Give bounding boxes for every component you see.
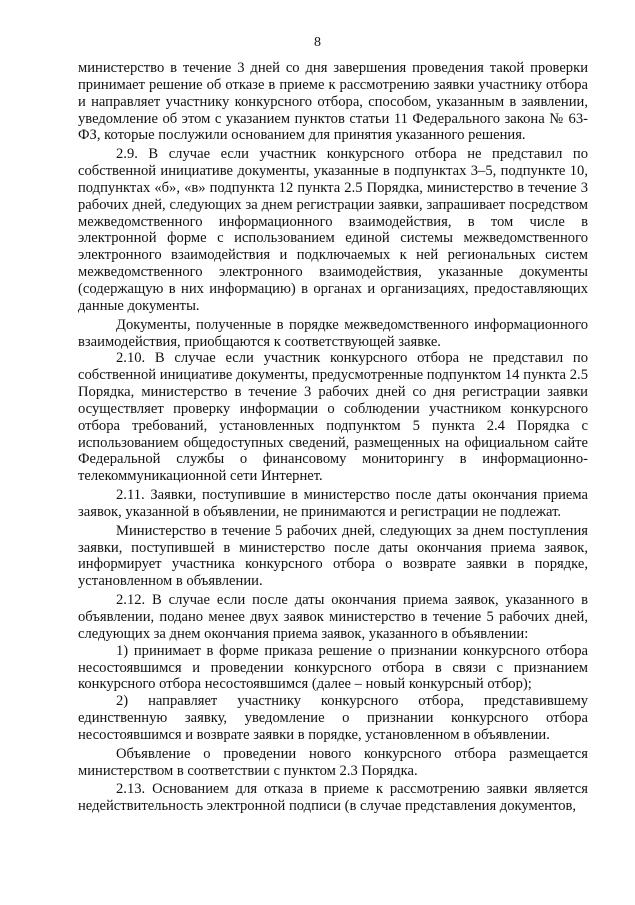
list-item-2: 2) направляет участнику конкурсного отбора, представившему единственную заявку, уведомление о признании конкурсного отбора несостоявшимся и возврате заявки в порядке, установленном в объявлении. — [78, 693, 588, 743]
paragraph-new-selection-announcement: Объявление о проведении нового конкурсного отбора размещается министерством в соответствии с пунктом 2.3 Порядка. — [78, 745, 588, 779]
paragraph-ministry-informs: Министерство в течение 5 рабочих дней, следующих за днем поступления заявки, поступившей в министерство после даты окончания приема заявок, информирует участника конкурсного отбора о возврате заявки в порядке, установленном в объявлении. — [78, 522, 588, 590]
list-item-1: 1) принимает в форме приказа решение о признании конкурсного отбора несостоявшимся и проведении конкурсного отбора в связи с признанием конкурсного отбора несостоявшимся (далее – новый конкурсный отбор); — [78, 642, 588, 693]
page-number: 8 — [314, 35, 321, 50]
paragraph-2-9: 2.9. В случае если участник конкурсного отбора не представил по собственной инициативе документы, указанные в подпунктах 3–5, подпункте 10, подпунктах «б», «в» подпункта 12 пункта 2.5 Порядка, министерство в течение 3 рабочих дней, следующих за днем регистрации заявки, запрашивает посредством межведомственного информационного взаимодействия, в том числе в электронной форме с использованием единой системы межведомственного электронного взаимодействия и подключаемых к ней региональных систем межведомственного электронного взаимодействия, указанные документы (содержащую в них информацию) в органах и организациях, предоставляющих данные документы. — [78, 146, 588, 314]
paragraph-2-11: 2.11. Заявки, поступившие в министерство после даты окончания приема заявок, указанной в объявлении, не принимаются и регистрации не подлежат. — [78, 487, 588, 520]
paragraph-2-10: 2.10. В случае если участник конкурсного отбора не представил по собственной инициативе документы, предусмотренные подпунктом 14 пункта 2.5 Порядка, министерство в течение 3 рабочих дней со дня регистрации заявки осуществляет проверку информации о соблюдении участником конкурсного отбора требований, установленных подпунктом 5 пункта 2.4 Порядка с использованием общедоступных сведений, размещенных на официальном сайте Федеральной службы о финансовому мониторингу в информационно-телекоммуникационной сети Интернет. — [78, 350, 588, 485]
paragraph-continuation: министерство в течение 3 дней со дня завершения проведения такой проверки принимает решение об отказе в приеме к рассмотрению заявки участнику отбора и направляет участнику конкурсного отбора, способом, указанным в заявлении, уведомление об этом с указанием пунктов статьи 11 Федерального закона № 63-ФЗ, которые послужили основанием для принятия указанного решения. — [78, 60, 588, 144]
paragraph-documents-attached: Документы, полученные в порядке межведомственного информационного взаимодействия, приобщаются к соответствующей заявке. — [78, 316, 588, 350]
paragraph-2-12: 2.12. В случае если после даты окончания приема заявок, указанного в объявлении, подано менее двух заявок министерство в течение 5 рабочих дней, следующих за днем окончания приема заявок, указанного в объявлении: — [78, 592, 588, 642]
paragraph-2-13: 2.13. Основанием для отказа в приеме к рассмотрению заявки является недействительность электронной подписи (в случае представления документов, — [78, 781, 588, 815]
document-body — [78, 60, 588, 815]
